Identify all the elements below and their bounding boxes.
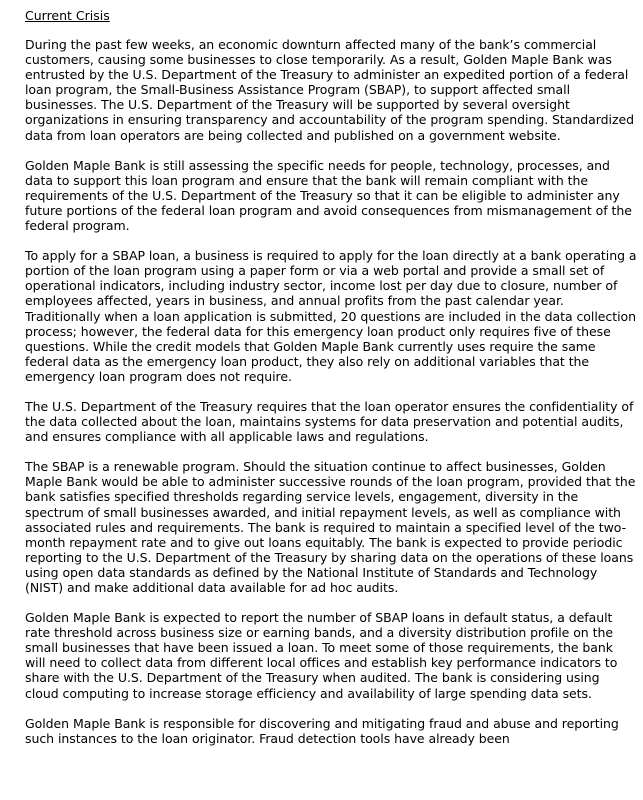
paragraph-economic-downturn: During the past few weeks, an economic downturn affected many of the bank’s commercial customers, causing some businesses to close temporarily. As a result, Golden Maple Bank was entrusted by the U.S. Department of the Treasury to administer an expedited portion of a federal loan program, the Small-Business Assistance Program (SBAP), to support affected small businesses. The U.S. Department of the Treasury will be supported by several oversight organizations in ensuring transparency and accountability of the program spending. Standardized data from loan operators are being collected and published on a government website. [25,37,634,143]
paragraph-assessing-needs: Golden Maple Bank is still assessing the specific needs for people, technology, processes, and data to support this loan program and ensure that the bank will remain compliant with the requirements of the U.S. Department of the Treasury so that it can be eligible to administer any future portions of the federal loan program and avoid consequences from mismanagement of the federal program. [25,157,632,234]
paragraph-fraud-detection: Golden Maple Bank is responsible for discovering and mitigating fraud and abuse and reporting such instances to the loan originator. Fraud detection tools have already been [25,715,619,746]
paragraph-reporting-defaults: Golden Maple Bank is expected to report the number of SBAP loans in default status, a default rate threshold across business size or earning bands, and a diversity distribution profile on the small businesses that have been issued a loan. To meet some of those requirements, the bank will need to collect data from different local offices and establish key performance indicators to share with the U.S. Department of the Treasury when audited. The bank is considering using cloud computing to increase storage efficiency and availability of large spending data sets. [25,610,618,701]
document-body [25,8,637,761]
paragraph-renewable-program: The SBAP is a renewable program. Should the situation continue to affect businesses, Golden Maple Bank would be able to administer successive rounds of the loan program, provided that the bank satisfies specified thresholds regarding service levels, engagement, diversity in the spectrum of small businesses awarded, and initial repayment levels, as well as compliance with associated rules and requirements. The bank is required to maintain a specified level of the two-month repayment rate and to give out loans equitably. The bank is expected to provide periodic reporting to the U.S. Department of the Treasury by sharing data on the operations of these loans using open data standards as defined by the National Institute of Standards and Technology (NIST) and make additional data available for ad hoc audits. [25,459,636,595]
paragraph-applying-for-loan: To apply for a SBAP loan, a business is required to apply for the loan directly at a bank operating a portion of the loan program using a paper form or via a web portal and provide a small set of operational indicators, including industry sector, income lost per day due to closure, number of employees affected, years in business, and annual profits from the past calendar year. Traditionally when a loan application is submitted, 20 questions are included in the data collection process; however, the federal data for this emergency loan product only requires five of these questions. While the credit models that Golden Maple Bank currently uses require the same federal data as the emergency loan product, they also rely on additional variables that the emergency loan program does not require. [25,248,637,384]
section-heading: Current Crisis [25,8,110,23]
paragraph-confidentiality: The U.S. Department of the Treasury requires that the loan operator ensures the confidentiality of the data collected about the loan, maintains systems for data preservation and potential audits, and ensures compliance with all applicable laws and regulations. [25,398,634,445]
